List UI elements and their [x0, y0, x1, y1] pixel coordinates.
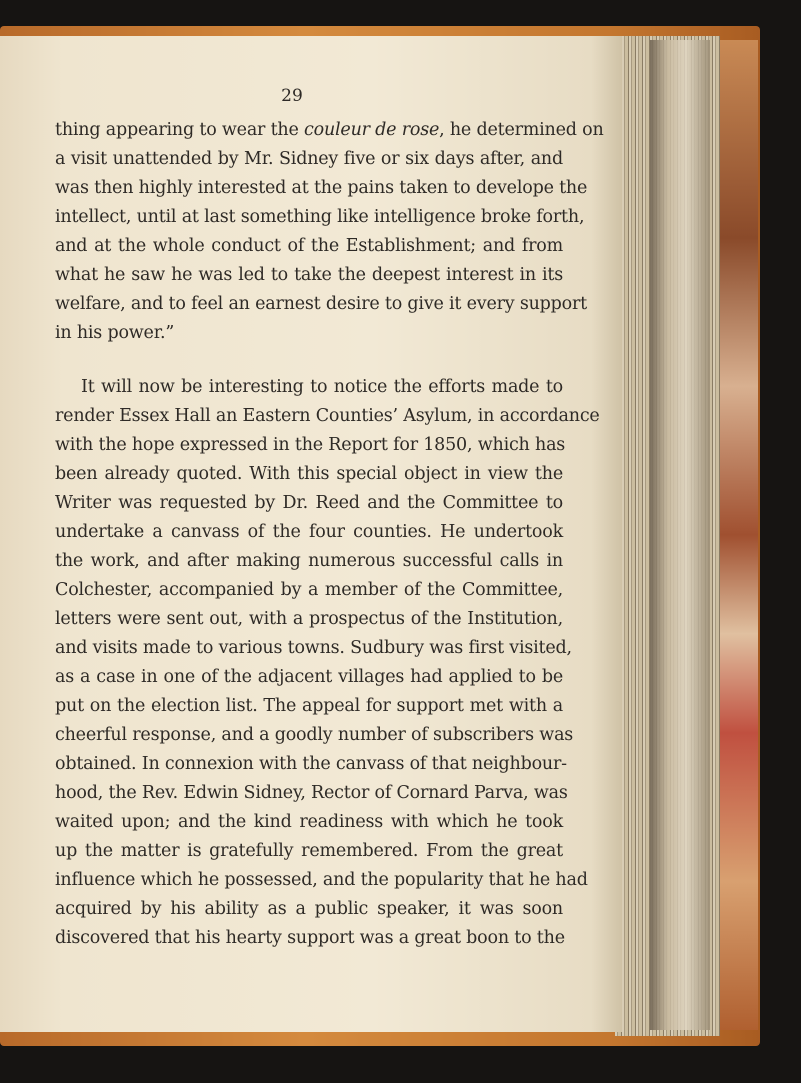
- text-line: letters were sent out, with a prospectus of the Institution,: [55, 609, 563, 629]
- paragraph-1: [55, 116, 604, 348]
- text-line: intellect, until at last something like intelligence broke forth,: [55, 207, 585, 227]
- text-line: Colchester, accompanied by a member of the Committee,: [55, 580, 563, 600]
- text-line: what he saw he was led to take the deepest interest in its: [55, 265, 563, 285]
- text-line: influence which he possessed, and the popularity that he had: [55, 870, 588, 890]
- text-line: and at the whole conduct of the Establishment; and from: [55, 236, 563, 256]
- text-line: in his power.”: [55, 323, 175, 343]
- text-line: and visits made to various towns. Sudbury was first visited,: [55, 638, 572, 658]
- text-line: cheerful response, and a goodly number of subscribers was: [55, 725, 574, 745]
- page-edges-shadow: [650, 40, 710, 1030]
- marbled-edge: [718, 40, 758, 1030]
- text-line: It will now be interesting to notice the efforts made to: [81, 377, 563, 397]
- text-line: discovered that his hearty support was a great boon to the: [55, 928, 565, 948]
- text-line: hood, the Rev. Edwin Sidney, Rector of Cornard Parva, was: [55, 783, 568, 803]
- text-line: waited upon; and the kind readiness with which he took: [55, 812, 563, 832]
- page-number: 29: [281, 86, 303, 106]
- text-line: Writer was requested by Dr. Reed and the Committee to: [55, 493, 563, 513]
- text-line: as a case in one of the adjacent villages had applied to be: [55, 667, 563, 687]
- text-line: with the hope expressed in the Report for 1850, which has: [55, 435, 566, 455]
- text-line: the work, and after making numerous successful calls in: [55, 551, 563, 571]
- text-line: welfare, and to feel an earnest desire to give it every support: [55, 294, 588, 314]
- text-line: was then highly interested at the pains taken to develope the: [55, 178, 588, 198]
- text-line: a visit unattended by Mr. Sidney five or six days after, and: [55, 149, 563, 169]
- text-line: been already quoted. With this special object in view the: [55, 464, 563, 484]
- text-line: render Essex Hall an Eastern Counties’ Asylum, in accordance: [55, 406, 600, 426]
- text-line: thing appearing to wear the couleur de rose, he determined on: [55, 120, 604, 140]
- text-line: up the matter is gratefully remembered. From the great: [55, 841, 563, 861]
- text-line: undertake a canvass of the four counties. He undertook: [55, 522, 563, 542]
- text-line: obtained. In connexion with the canvass of that neighbour-: [55, 754, 567, 774]
- text-line: put on the election list. The appeal for support met with a: [55, 696, 563, 716]
- text-line: acquired by his ability as a public speaker, it was soon: [55, 899, 563, 919]
- paragraph-2: [55, 373, 600, 953]
